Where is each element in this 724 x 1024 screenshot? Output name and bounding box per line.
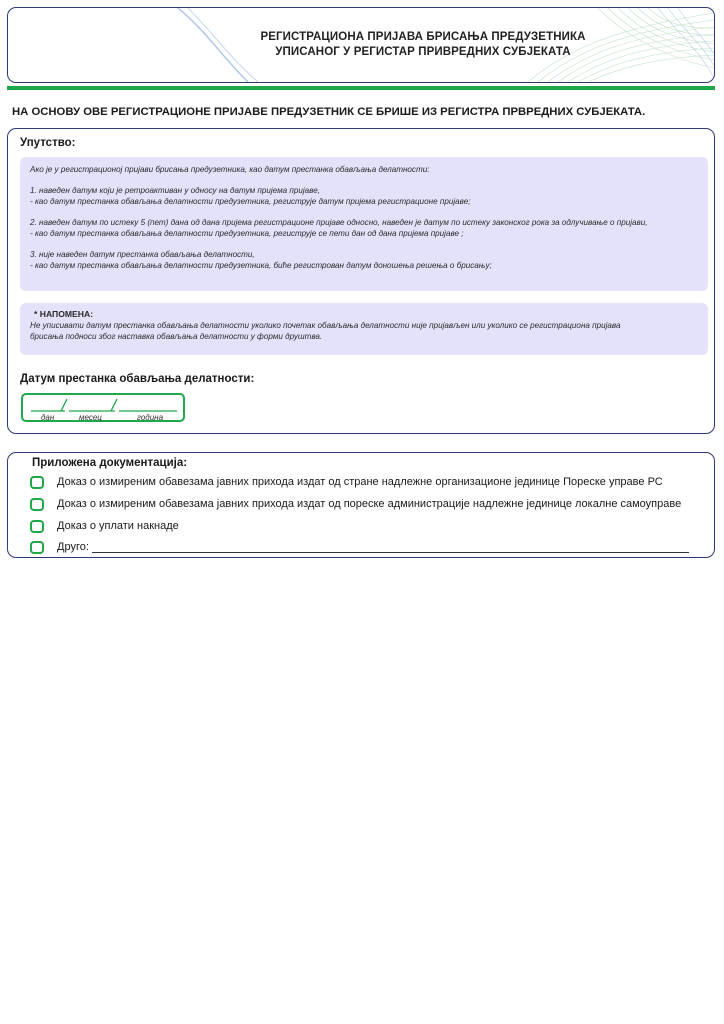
date-input-field[interactable] (21, 393, 185, 422)
instructions-title: Упутство: (20, 137, 76, 149)
doc-item-label: Друго: (57, 541, 89, 553)
doc-item-other[interactable] (30, 538, 689, 556)
date-year-label: година (137, 413, 164, 422)
form-title-line-2: УПИСАНОГ У РЕГИСТАР ПРИВРЕДНИХ СУБЈЕКАТА (275, 46, 571, 58)
doc-item-label: Доказ о измиреним обавезама јавних прихода издат од пореске администрације надлежне јединице локалне самоуправе (57, 498, 682, 510)
documentation-panel (7, 452, 715, 558)
doc-item-tax-administration[interactable] (30, 473, 663, 491)
checkbox[interactable] (30, 476, 44, 489)
note-title: * НАПОМЕНА: (34, 309, 94, 319)
checkbox[interactable] (30, 541, 44, 554)
documentation-title: Приложена документација: (32, 457, 188, 469)
doc-item-label: Доказ о измиреним обавезама јавних прихода издат од стране надлежне организационе јединице Пореске управе РС (57, 476, 663, 488)
instructions-case-1b: - као датум престанка обављања делатности предузетника, региструје датум пријема регистрационе пријаве; (30, 197, 471, 206)
instructions-case-3b: - као датум престанка обављања делатности предузетника, биће регистрован датум доношења решења о брисању; (30, 261, 492, 270)
instructions-panel (7, 128, 715, 434)
other-fill-line[interactable] (92, 542, 689, 553)
date-day-label: дан (41, 413, 55, 422)
date-month-label: месец (79, 413, 102, 422)
instructions-lead: Ако је у регистрационој пријави брисања предузетника, као датум престанка обављања делатности: (30, 165, 430, 174)
doc-item-local-administration[interactable] (30, 495, 681, 513)
date-field-title: Датум престанка обављања делатности: (20, 373, 255, 385)
form-title-line-1: РЕГИСТРАЦИОНА ПРИЈАВА БРИСАЊА ПРЕДУЗЕТНИКА (260, 31, 586, 43)
instructions-case-2b: - као датум престанка обављања делатности предузетника, региструје се пети дан од дана пријема пријаве ; (30, 229, 464, 238)
instructions-box (20, 157, 708, 291)
green-divider (7, 86, 715, 90)
checkbox[interactable] (30, 520, 44, 533)
instructions-case-1a: 1. наведен датум који је ретроактиван у односу на датум пријема пријаве, (30, 186, 320, 195)
note-line-2: брисања подноси због наставка обављања делатности у форми друштва. (30, 332, 323, 341)
instructions-case-2a: 2. наведен датум по истеку 5 (пет) дана од дана пријема регистрационе пријаве односно, наведен је датум по истеку законског рока за одлучивање о пријави, (30, 218, 648, 227)
form-title (208, 30, 638, 60)
doc-item-label: Доказ о уплати накнаде (57, 520, 179, 532)
instructions-case-3a: 3. није наведен датум престанка обављања делатности, (30, 250, 255, 259)
checkbox[interactable] (30, 498, 44, 511)
form-header (7, 7, 715, 83)
note-box (20, 303, 708, 355)
doc-item-fee-payment[interactable] (30, 517, 179, 535)
note-line-1: Не уписивати датум престанка обављања делатности уколико почетак обављања делатности није пријављен или уколико се регистрациона пријава (30, 321, 621, 330)
intro-statement: НА ОСНОВУ ОВЕ РЕГИСТРАЦИОНЕ ПРИЈАВЕ ПРЕДУЗЕТНИК СЕ БРИШЕ ИЗ РЕГИСТРА ПРВРЕДНИХ СУБЈЕКАТА. (12, 106, 646, 118)
